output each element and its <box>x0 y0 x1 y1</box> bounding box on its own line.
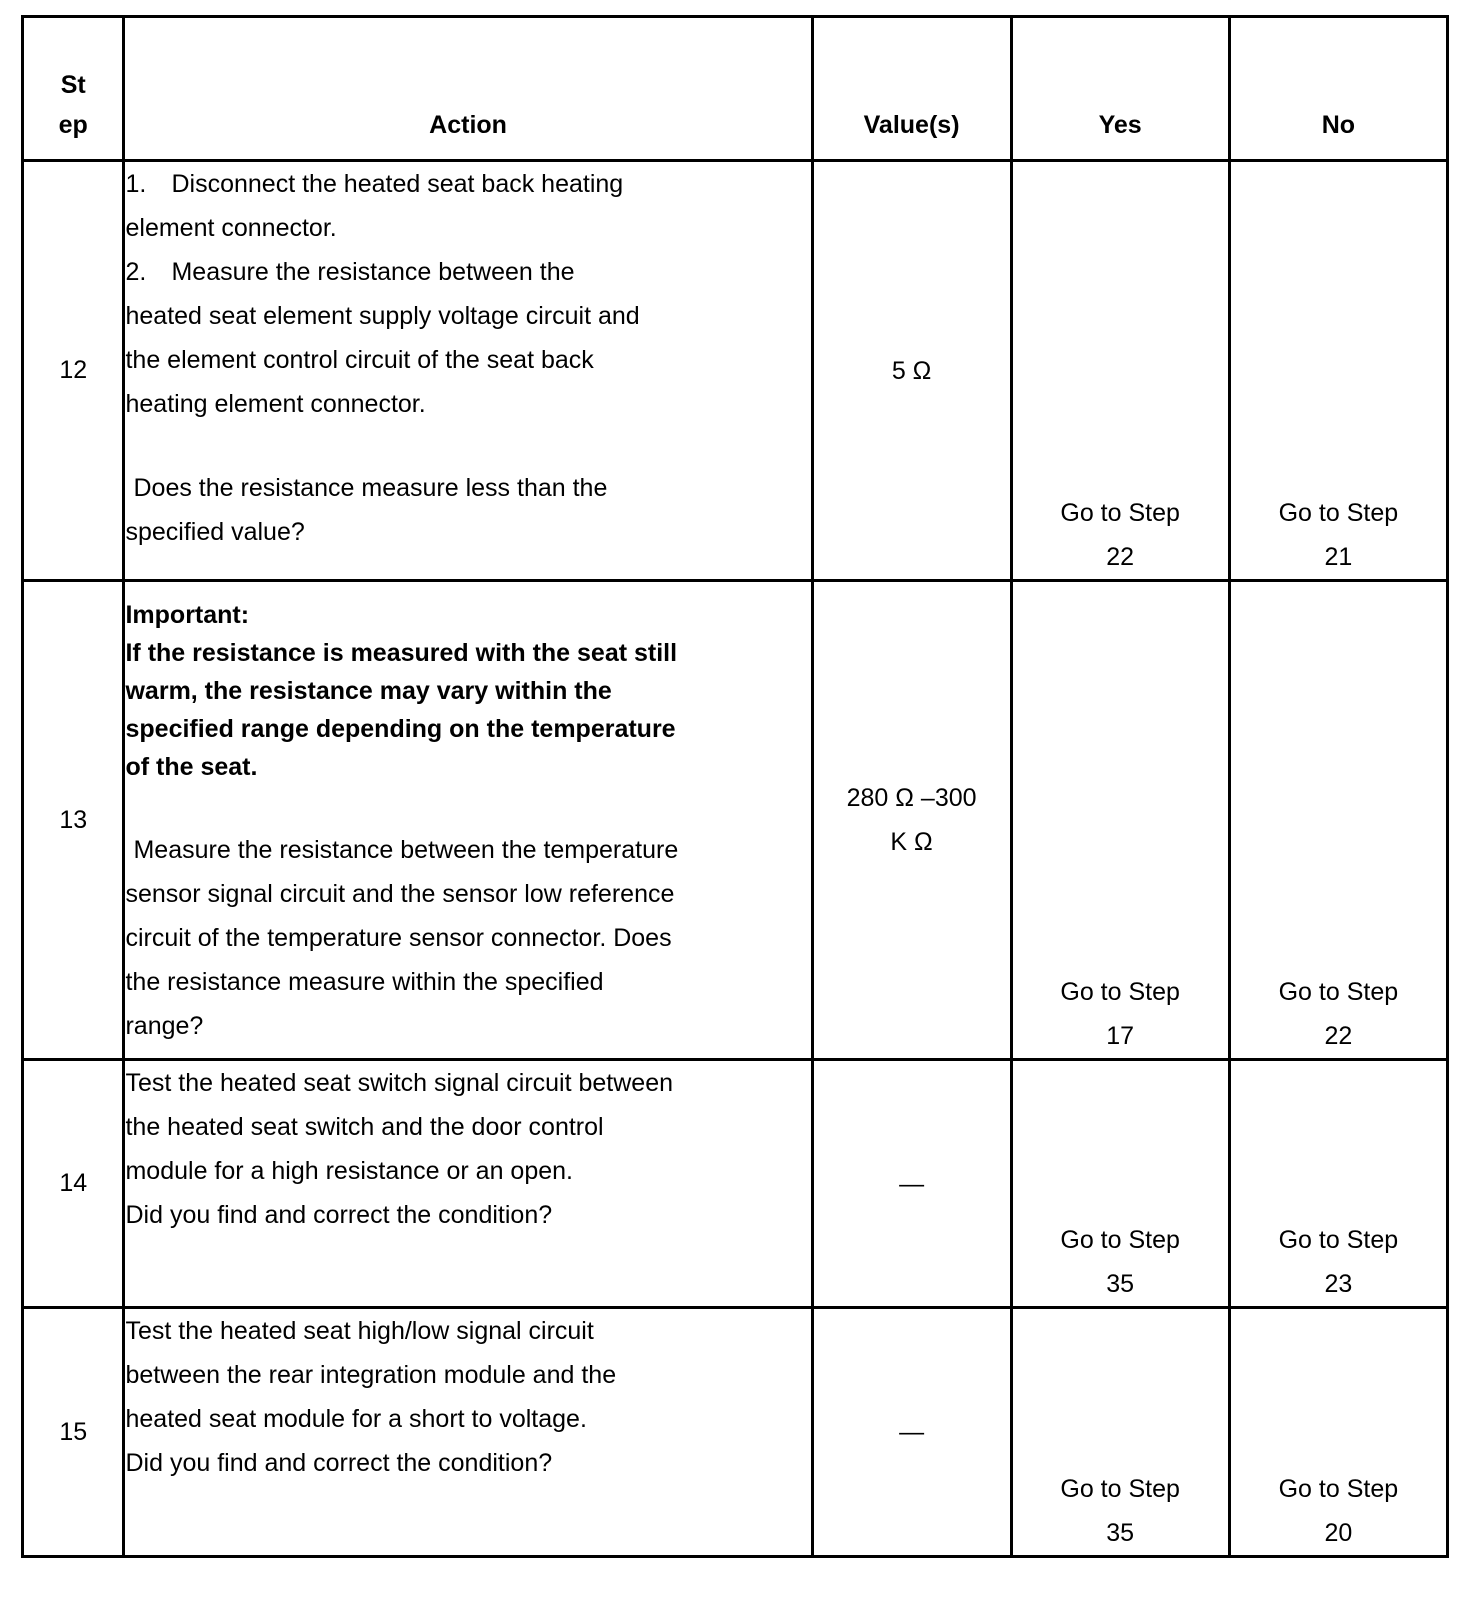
action-cell <box>124 581 812 1060</box>
yes-cell: Go to Step 17 <box>1011 581 1229 1060</box>
header-row <box>23 17 1448 161</box>
action-cell <box>124 161 812 581</box>
action-line: sensor signal circuit and the sensor low reference <box>125 880 675 908</box>
action-question: specified value? <box>125 518 305 546</box>
action-line: range? <box>125 1012 204 1040</box>
no-cell: Go to Step 20 <box>1229 1308 1447 1557</box>
important-note: If the resistance is measured with the seat still <box>125 639 678 667</box>
action-line: heating element connector. <box>125 390 426 418</box>
step-number: 12 <box>23 161 124 581</box>
important-title: Important: <box>125 601 250 629</box>
important-note: of the seat. <box>125 753 258 781</box>
table-row <box>23 581 1448 1060</box>
no-cell: Go to Step 22 <box>1229 581 1447 1060</box>
important-note: warm, the resistance may vary within the <box>125 677 612 705</box>
header-action: Action <box>124 17 812 161</box>
action-item: 1. Disconnect the heated seat back heating <box>125 170 624 198</box>
action-line: Did you find and correct the condition? <box>125 1201 553 1229</box>
action-line: heated seat module for a short to voltage. <box>125 1405 587 1433</box>
action-line: Measure the resistance between the temperature <box>133 836 679 864</box>
value-cell: — <box>812 1060 1011 1308</box>
action-line: Test the heated seat high/low signal circuit <box>125 1317 594 1345</box>
no-cell: Go to Step 23 <box>1229 1060 1447 1308</box>
header-values: Value(s) <box>812 17 1011 161</box>
header-step: St ep <box>23 17 124 161</box>
yes-cell: Go to Step 35 <box>1011 1308 1229 1557</box>
action-line: element connector. <box>125 214 337 242</box>
yes-cell: Go to Step 22 <box>1011 161 1229 581</box>
action-line: Test the heated seat switch signal circuit between <box>125 1069 674 1097</box>
step-number: 14 <box>23 1060 124 1308</box>
action-line: the resistance measure within the specified <box>125 968 604 996</box>
value-cell: 5 Ω <box>812 161 1011 581</box>
action-line: circuit of the temperature sensor connector. Does <box>125 924 672 952</box>
action-line: the element control circuit of the seat back <box>125 346 594 374</box>
header-no: No <box>1229 17 1447 161</box>
action-line: Did you find and correct the condition? <box>125 1449 553 1477</box>
action-cell <box>124 1308 812 1557</box>
action-line: between the rear integration module and the <box>125 1361 617 1389</box>
diagnostic-table <box>21 15 1449 1558</box>
value-cell: 280 Ω –300 K Ω <box>812 581 1011 1060</box>
action-line: heated seat element supply voltage circuit and <box>125 302 640 330</box>
step-number: 13 <box>23 581 124 1060</box>
no-cell: Go to Step 21 <box>1229 161 1447 581</box>
action-cell <box>124 1060 812 1308</box>
table-row <box>23 161 1448 581</box>
table-row <box>23 1308 1448 1557</box>
action-question: Does the resistance measure less than the <box>133 474 608 502</box>
header-yes: Yes <box>1011 17 1229 161</box>
table-row <box>23 1060 1448 1308</box>
value-cell: — <box>812 1308 1011 1557</box>
step-number: 15 <box>23 1308 124 1557</box>
action-line: module for a high resistance or an open. <box>125 1157 573 1185</box>
important-note: specified range depending on the temperature <box>125 715 676 743</box>
action-line: the heated seat switch and the door control <box>125 1113 604 1141</box>
action-item: 2. Measure the resistance between the <box>125 258 575 286</box>
yes-cell: Go to Step 35 <box>1011 1060 1229 1308</box>
